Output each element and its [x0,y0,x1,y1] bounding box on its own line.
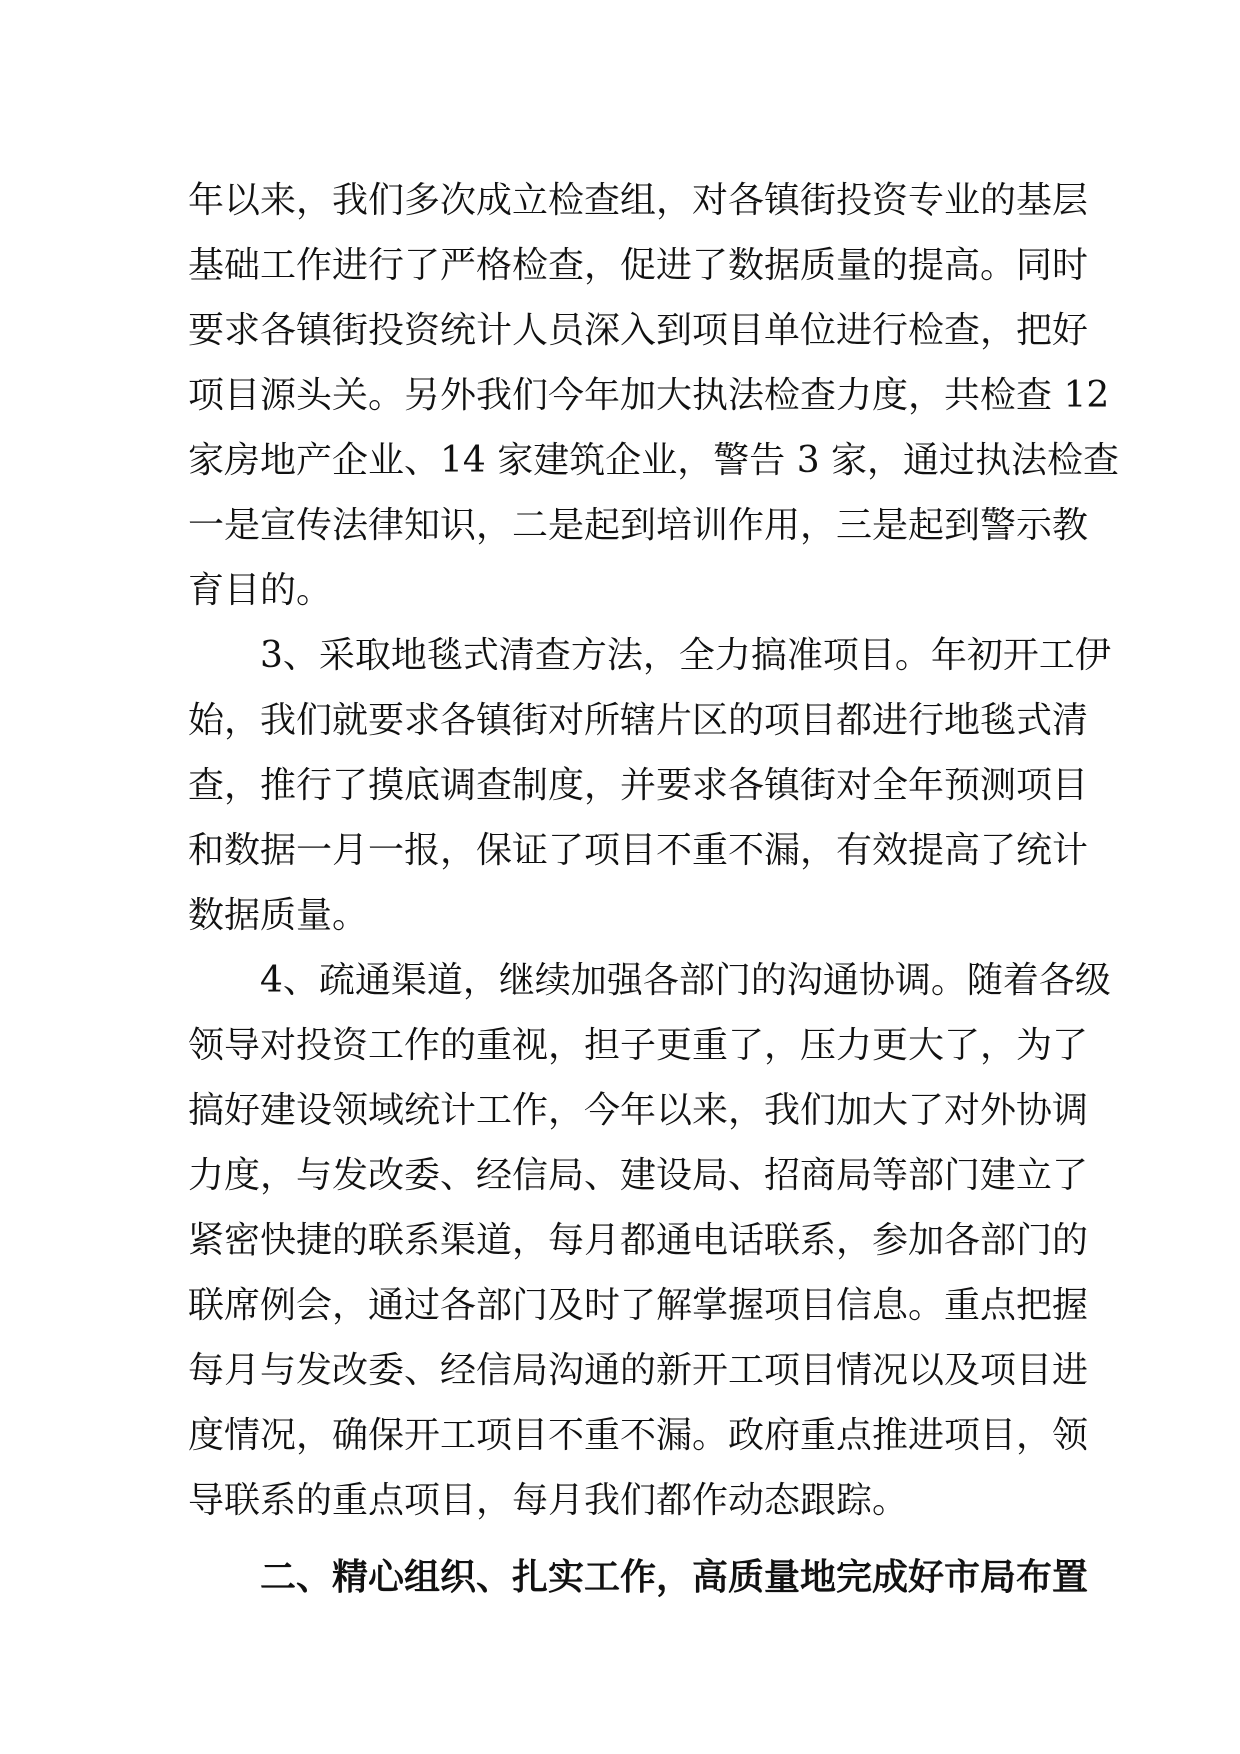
document-body [188,168,1120,1610]
text-line: 联席例会，通过各部门及时了解掌握项目信息。重点把握 [188,1285,1089,1326]
text-line: 导联系的重点项目，每月我们都作动态跟踪。 [188,1480,909,1521]
text-line: 一是宣传法律知识，二是起到培训作用，三是起到警示教 [188,505,1089,546]
section-heading: 二、精心组织、扎实工作，高质量地完成好市局布置 [260,1557,1089,1598]
text-line: 3、采取地毯式清查方法，全力搞准项目。年初开工伊 [260,635,1111,676]
text-line: 查，推行了摸底调查制度，并要求各镇街对全年预测项目 [188,765,1089,806]
paragraph-inspection [188,168,1120,623]
paragraph-item-3 [188,623,1111,948]
text-line: 度情况，确保开工项目不重不漏。政府重点推进项目，领 [188,1415,1089,1456]
text-line: 领导对投资工作的重视，担子更重了，压力更大了，为了 [188,1025,1089,1066]
text-line: 项目源头关。另外我们今年加大执法检查力度，共检查 12 [188,375,1110,416]
text-line: 4、疏通渠道，继续加强各部门的沟通协调。随着各级 [260,960,1111,1001]
text-line: 年以来，我们多次成立检查组，对各镇街投资专业的基层 [188,180,1089,221]
text-line: 数据质量。 [188,895,369,936]
text-line: 基础工作进行了严格检查，促进了数据质量的提高。同时 [188,245,1089,286]
paragraph-item-4 [188,948,1111,1533]
text-line: 家房地产企业、14 家建筑企业，警告 3 家，通过执法检查 [188,440,1120,481]
text-line: 力度，与发改委、经信局、建设局、招商局等部门建立了 [188,1155,1089,1196]
text-line: 始，我们就要求各镇街对所辖片区的项目都进行地毯式清 [188,700,1089,741]
text-line: 育目的。 [188,570,333,611]
text-line: 搞好建设领域统计工作，今年以来，我们加大了对外协调 [188,1090,1089,1131]
text-line: 和数据一月一报，保证了项目不重不漏，有效提高了统计 [188,830,1089,871]
text-line: 紧密快捷的联系渠道，每月都通电话联系，参加各部门的 [188,1220,1089,1261]
text-line: 要求各镇街投资统计人员深入到项目单位进行检查，把好 [188,310,1089,351]
text-line: 每月与发改委、经信局沟通的新开工项目情况以及项目进 [188,1350,1089,1391]
